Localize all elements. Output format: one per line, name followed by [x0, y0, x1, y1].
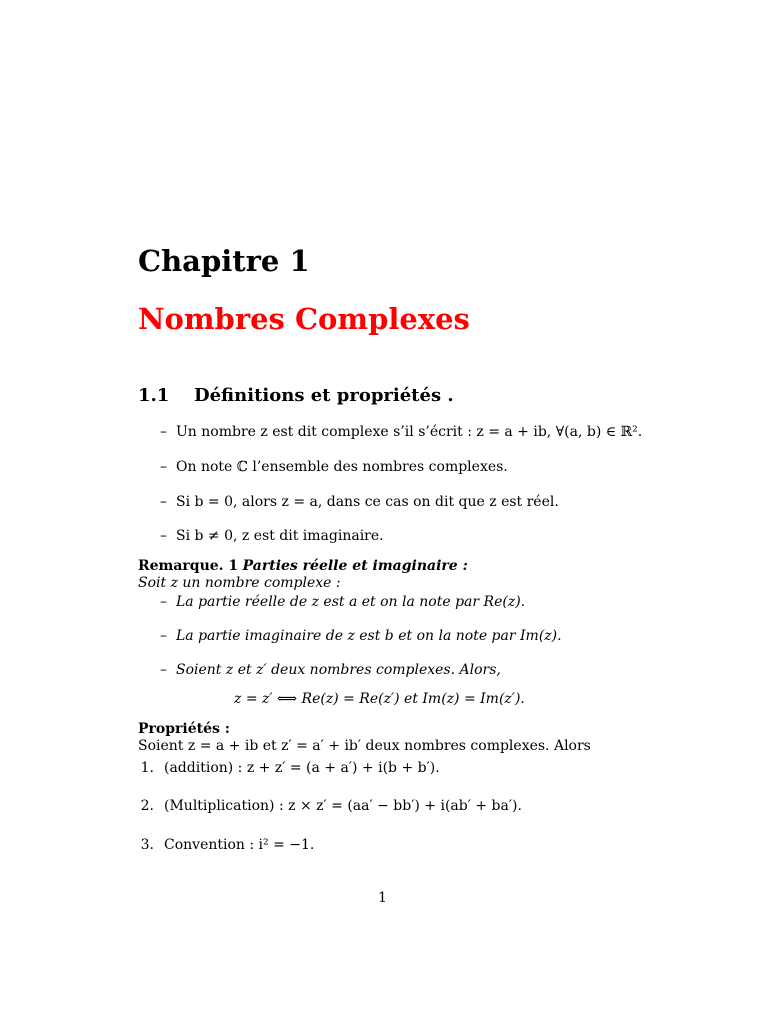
dash-bullet: – [160, 494, 167, 510]
definition-text: On note ℂ l’ensemble des nombres complexes. [176, 459, 508, 475]
properties-intro: Soient z = a + ib et z′ = a′ + ib′ deux nombres complexes. Alors [138, 738, 591, 754]
remark-item [160, 662, 501, 678]
dash-bullet: – [160, 424, 167, 440]
section-title: Définitions et propriétés . [194, 385, 454, 406]
section-heading [138, 385, 454, 406]
remark-item-text: La partie réelle de z est a et on la note par Re(z). [176, 594, 526, 610]
property-number: 2. [140, 798, 154, 814]
remark-label: Remarque. 1 [138, 558, 239, 574]
remark-title: Parties réelle et imaginaire : [242, 558, 468, 574]
dash-bullet: – [160, 528, 167, 544]
property-text: (addition) : z + z′ = (a + a′) + i(b + b′). [164, 760, 440, 776]
definition-text: Un nombre z est dit complexe s’il s’écrit : z = a + ib, ∀(a, b) ∈ ℝ². [176, 424, 643, 440]
dash-bullet: – [160, 662, 167, 678]
definition-text: Si b ≠ 0, z est dit imaginaire. [176, 528, 384, 544]
dash-bullet: – [160, 459, 167, 475]
definition-item [160, 459, 508, 475]
page-number: 1 [378, 890, 387, 906]
property-text: (Multiplication) : z × z′ = (aa′ − bb′) + i(ab′ + ba′). [164, 798, 522, 814]
definition-item [160, 528, 384, 544]
dash-bullet: – [160, 628, 167, 644]
chapter-label: Chapitre 1 [138, 244, 310, 278]
property-number: 3. [140, 837, 154, 853]
remark-item-text: Soient z et z′ deux nombres complexes. Alors, [176, 662, 501, 678]
dash-bullet: – [160, 594, 167, 610]
remark-intro: Soit z un nombre complexe : [138, 575, 341, 591]
remark-item [160, 628, 562, 644]
remark-heading [138, 558, 468, 574]
property-item [130, 837, 314, 853]
definition-item [160, 424, 642, 440]
chapter-title: Nombres Complexes [138, 302, 470, 336]
property-item [130, 798, 522, 814]
property-text: Convention : i² = −1. [164, 837, 315, 853]
definition-item [160, 494, 559, 510]
properties-heading: Propriétés : [138, 721, 230, 737]
section-number: 1.1 [138, 385, 170, 406]
definition-text: Si b = 0, alors z = a, dans ce cas on dit que z est réel. [176, 494, 559, 510]
remark-item [160, 594, 525, 610]
property-number: 1. [140, 760, 154, 776]
property-item [130, 760, 440, 776]
remark-item-text: La partie imaginaire de z est b et on la note par Im(z). [176, 628, 562, 644]
equivalence-equation: z = z′ ⟺ Re(z) = Re(z′) et Im(z) = Im(z′). [234, 691, 525, 707]
